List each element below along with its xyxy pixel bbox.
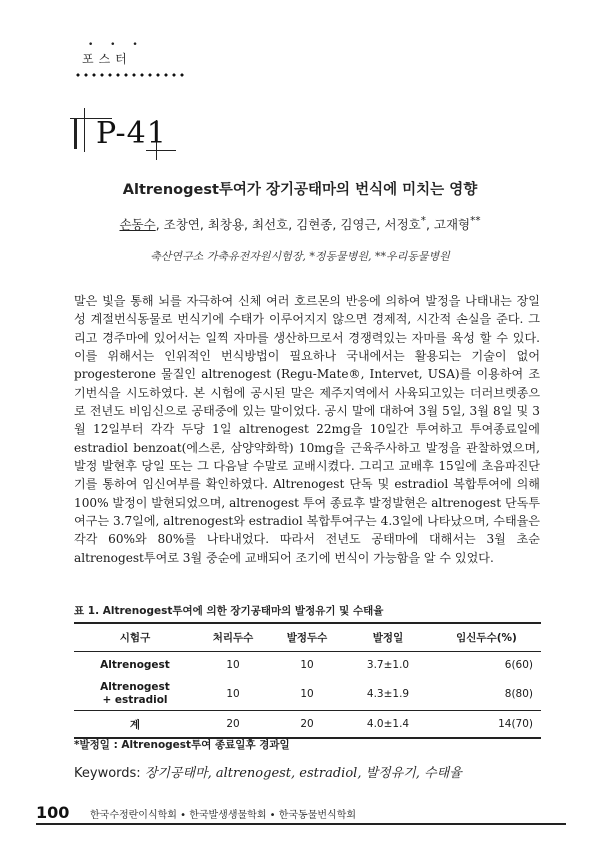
table-row xyxy=(74,678,541,711)
poster-code: P-41 xyxy=(96,116,167,151)
table-row xyxy=(74,711,541,739)
paper-title: Altrenogest투여가 장기공태마의 번식에 미치는 영향 xyxy=(122,182,478,198)
table-cell: 4.0±1.4 xyxy=(366,718,410,730)
table-cell: 4.3±1.9 xyxy=(366,687,410,700)
table-cell: 6(60) xyxy=(504,659,533,671)
table-cell: Altrenogest xyxy=(100,659,170,671)
table-header-row xyxy=(74,623,541,652)
column-header: 발정두수 xyxy=(286,632,328,644)
co-authors: , 조창연, 최창용, 최선호, 김현종, 김영근, 서정호 xyxy=(155,217,421,233)
abstract-paragraph: 말은 빛을 통해 뇌를 자극하여 신체 여러 호르몬의 반응에 의하여 발정을 나태내는 장일성 계절번식동물로 번식기에 수태가 이루어지지 않으면 경제적, 시간적 손실을 준다. 그리고 경주마에 있어서는 일찍 자마를 생산하므로서 경쟁력있는 자마를 육성 할 수 있다. 이를 위해서는 인위적인 번식방법이 필요하나 국내에서는 활용되는 기술이 없어 progesterone 물질인 altrenogest (Regu-Mate®, Intervet, USA)를 이용하여 조기번식을 시도하였다. 본 시험에 공시된 말은 제주지역에서 사육되고있는 더러브렛종으로 전년도 비임신으로 공태중에 있는 말이었다. 공시 말에 대하여 3월 5일, 3월 8일 및 3월 12일부터 각각 두당 1일 altrenogest 22mg을 10일간 투여하고 투여종료일에 estradiol benzoat(에스론, 삼양약화학) 10mg을 근육주사하고 발정을 관찰하였으며, 발정 발현후 당일 또는 그 다음날 수말로 교배시켰다. 그리고 교배후 15일에 초음파진단기를 통하여 임신여부를 확인하였다. Altrenogest 단독 및 estradiol 복합투여에 의해 100% 발정이 발현되었으며, altrenogest 투여 종료후 발정발현은 altrenogest 단독투여구는 3.7일에, altrenogest와 estradiol 복합투여구는 4.3일에 나타났으며, 수태율은 각각 60%와 80%를 나타내었다. 따라서 전년도 공태마에 대해서는 3월 초순 altrenogest투여로 3월 중순에 교배되어 조기에 번식이 가능함을 알 수 있었다. xyxy=(74,294,541,565)
affiliation-mark: ** xyxy=(470,215,481,227)
column-header: 시험구 xyxy=(119,632,151,644)
section-label: 포스터 xyxy=(82,52,132,66)
keywords-terms: 장기공태마, altrenogest, estradiol, 발정유기, 수태율 xyxy=(144,766,462,781)
table-cell: 10 xyxy=(300,687,314,700)
table-cell: 3.7±1.0 xyxy=(366,659,410,671)
dotted-divider xyxy=(74,73,184,77)
affiliations: 축산연구소 가축유전자원시험장, *정동물병원, **우리동물병원 xyxy=(150,250,450,263)
column-header: 발정일 xyxy=(372,632,404,644)
section-dots: • • • xyxy=(88,40,145,50)
table-row xyxy=(74,652,541,679)
table-cell: 10 xyxy=(300,659,314,671)
table-cell: 10 xyxy=(226,659,240,671)
column-header: 처리두수 xyxy=(212,632,254,644)
author-list xyxy=(0,215,600,233)
table-cell: 8(80) xyxy=(504,687,533,700)
table-cell: 14(70) xyxy=(498,718,533,730)
affiliation-mark: * xyxy=(420,215,426,227)
keywords xyxy=(74,762,462,781)
table-cell: 계 xyxy=(129,718,141,731)
table-cell: Altrenogest + estradiol xyxy=(100,681,170,706)
frame-line xyxy=(74,119,77,149)
results-table xyxy=(74,622,541,739)
table-caption: 표 1. Altrenogest투여에 의한 장기공태마의 발정유기 및 수태율 xyxy=(74,605,384,617)
column-header: 임신두수(%) xyxy=(456,632,517,644)
co-authors-tail: , 고재형 xyxy=(425,217,471,233)
abstract xyxy=(74,292,540,567)
frame-line xyxy=(84,108,85,152)
page-number: 100 xyxy=(36,803,70,822)
table-footnote: *발정일 : Altrenogest투여 종료일후 경과일 xyxy=(74,739,290,751)
first-author: 손동수 xyxy=(119,217,156,233)
keywords-label: Keywords: xyxy=(74,766,141,781)
journal-societies: 한국수정란이식학회 • 한국발생생물학회 • 한국동물번식학회 xyxy=(90,810,357,821)
table-cell: 20 xyxy=(300,718,314,730)
footer-rule xyxy=(36,823,566,825)
table-cell: 20 xyxy=(226,718,240,730)
table-cell: 10 xyxy=(226,687,240,700)
